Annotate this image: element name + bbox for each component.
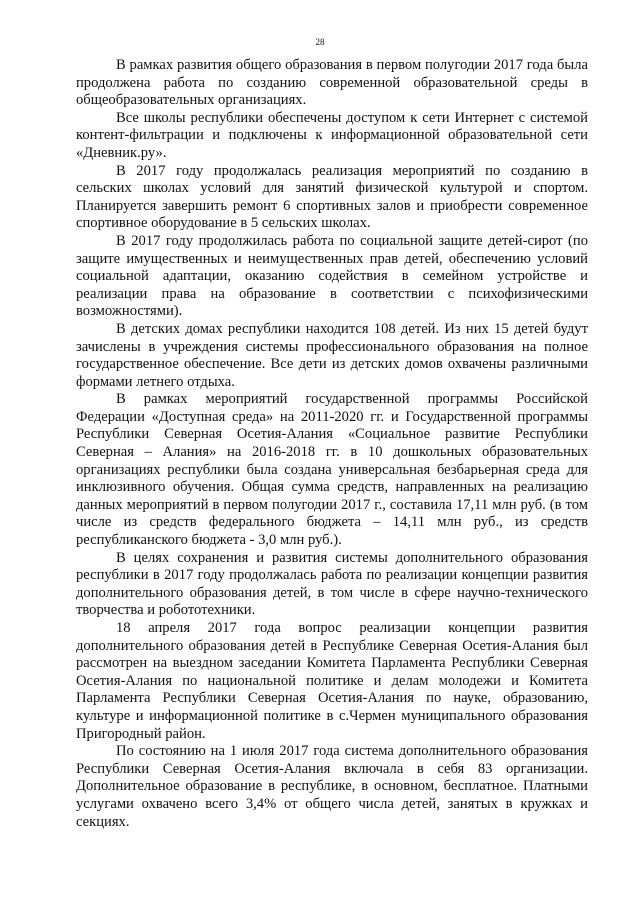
paragraph-additional-education: В целях сохранения и развития системы дополнительного образования республики в 2017 году продолжалась работа по реализации концепции развития дополнительного образования детей, в том числе в сфере научно-технического творчества и робототехники. [76, 549, 588, 619]
paragraph-organizations-count: По состоянию на 1 июля 2017 года система дополнительного образования Республики Северная Осетия-Алания включала в себя 83 организации. Дополнительное образование в республике, в основном, бесплатное. Платными услугами охвачено всего 3,4% от общего числа детей, занятых в кружках и секциях. [76, 743, 588, 830]
paragraph-general-education: В рамках развития общего образования в первом полугодии 2017 года была продолжена работа по созданию современной образовательной среды в общеобразовательных организациях. [76, 57, 588, 109]
document-body [76, 57, 588, 831]
page-number: 28 [315, 37, 325, 47]
paragraph-internet-access: Все школы республики обеспечены доступом к сети Интернет с системой контент-фильтрации и подключены к информационной образовательной сети «Дневник.ру». [76, 109, 588, 161]
paragraph-accessible-environment: В рамках мероприятий государственной программы Российской Федерации «Доступная среда» на 2011-2020 гг. и Государственной программы Республики Северная Осетия-Алания «Социальное развитие Республики Северная – Алания» на 2016-2018 гг. в 10 дошкольных образовательных организациях республики была создана универсальная безбарьерная среда для инклюзивного обучения. Общая сумма средств, направленных на реализацию данных мероприятий в первом полугодии 2017 г., составила 17,11 млн руб. (в том числе из средств федерального бюджета – 14,11 млн руб., из средств республиканского бюджета - 3,0 млн руб.). [76, 391, 588, 549]
paragraph-parliament-meeting: 18 апреля 2017 года вопрос реализации концепции развития дополнительного образования детей в Республике Северная Осетия-Алания был рассмотрен на выездном заседании Комитета Парламента Республики Северная Осетия-Алания по национальной политике и делам молодежи и Комитета Парламента Республики Северная Осетия-Алания по науке, образованию, культуре и информационной политике в с.Чермен муниципального образования Пригородный район. [76, 620, 588, 742]
paragraph-childrens-homes: В детских домах республики находится 108 детей. Из них 15 детей будут зачислены в учреждения системы профессионального образования на полное государственное обеспечение. Все дети из детских домов охвачены различными формами летнего отдыха. [76, 320, 588, 390]
paragraph-rural-sports: В 2017 году продолжалась реализация мероприятий по созданию в сельских школах условий для занятий физической культурой и спортом. Планируется завершить ремонт 6 спортивных залов и приобрести современное спортивное оборудование в 5 сельских школах. [76, 162, 588, 232]
paragraph-orphan-protection: В 2017 году продолжилась работа по социальной защите детей-сирот (по защите имущественных и неимущественных прав детей, обеспечению условий социальной адаптации, оказанию содействия в семейном устройстве и реализации права на образование в соответствии с психофизическими возможностями). [76, 232, 588, 320]
